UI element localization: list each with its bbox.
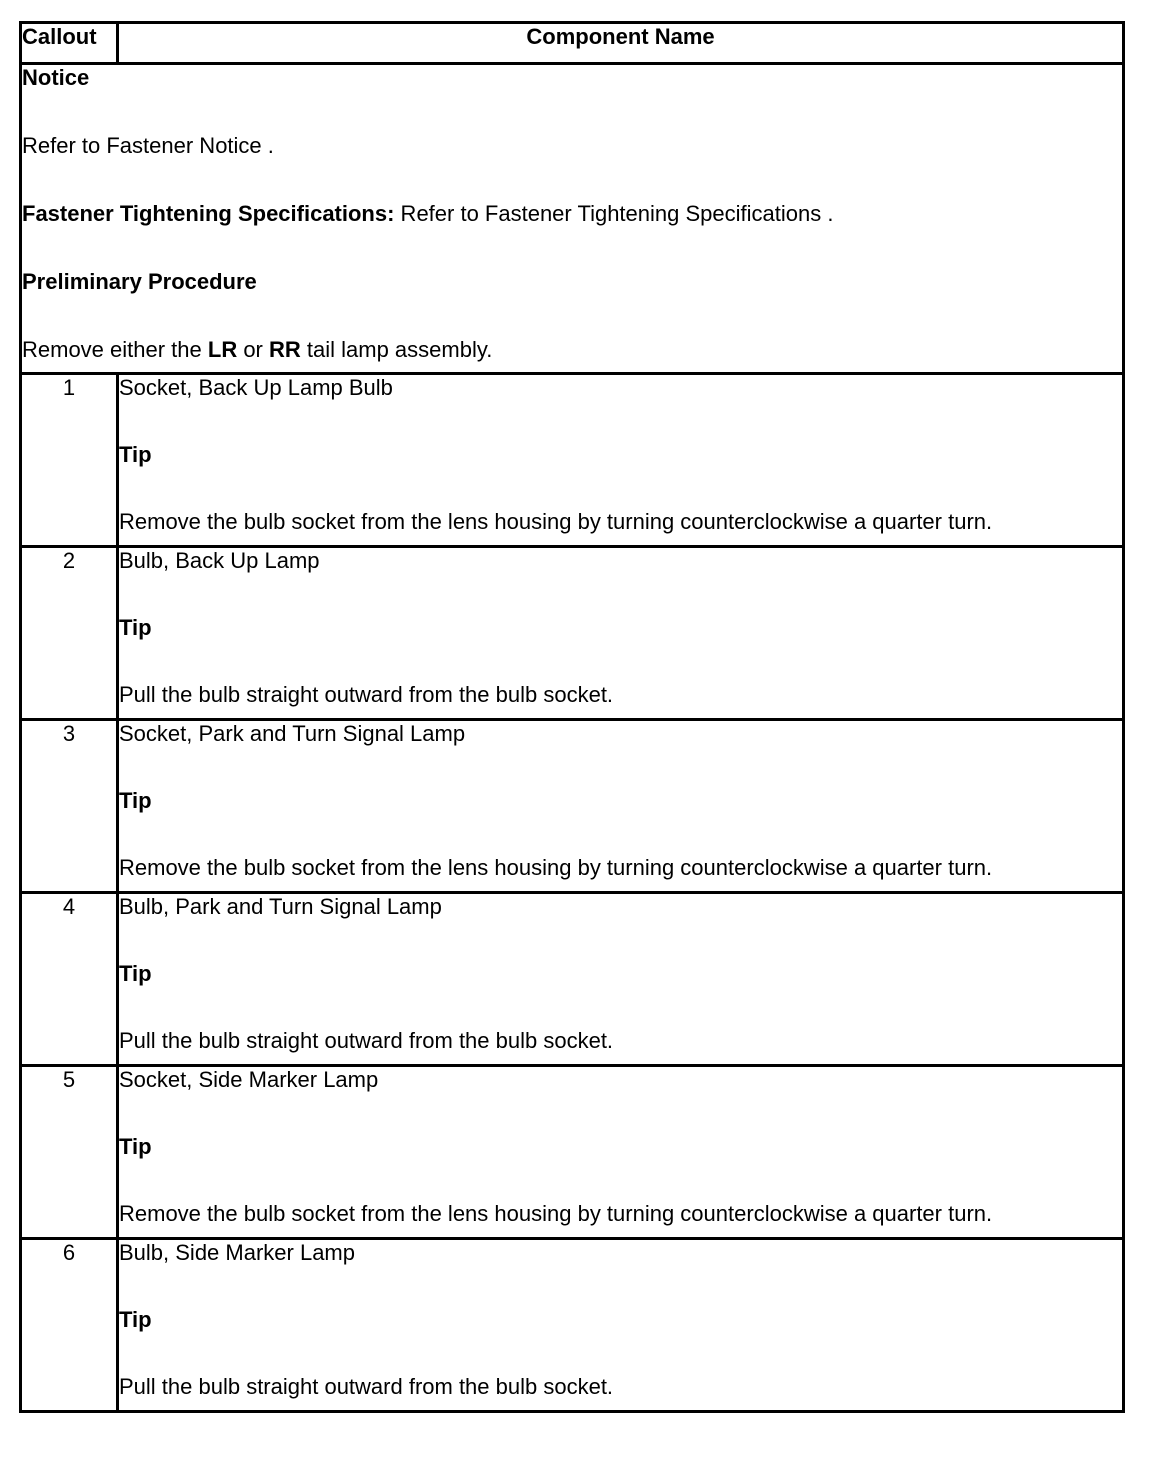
tip-text: Pull the bulb straight outward from the bulb socket. — [119, 682, 614, 707]
rr-label: RR — [269, 337, 301, 362]
table-row — [21, 1239, 1124, 1412]
table-row — [21, 547, 1124, 720]
tip-label: Tip — [119, 961, 152, 986]
table-header-row — [21, 23, 1124, 64]
procedure-table — [19, 21, 1125, 1413]
table-row — [21, 1066, 1124, 1239]
tip-text: Remove the bulb socket from the lens housing by turning counterclockwise a quarter turn. — [119, 509, 993, 534]
component-name: Socket, Back Up Lamp Bulb — [119, 375, 393, 400]
component-name: Bulb, Side Marker Lamp — [119, 1240, 355, 1265]
callout-column-header: Callout — [21, 23, 118, 64]
component-name: Socket, Side Marker Lamp — [119, 1067, 379, 1092]
tip-text: Remove the bulb socket from the lens housing by turning counterclockwise a quarter turn. — [119, 855, 993, 880]
preliminary-procedure-heading: Preliminary Procedure — [22, 269, 257, 294]
callout-number: 1 — [21, 374, 118, 547]
preliminary-procedure-text: Remove either the LR or RR tail lamp assembly. — [22, 337, 493, 362]
callout-number: 6 — [21, 1239, 118, 1412]
callout-number: 5 — [21, 1066, 118, 1239]
component-name: Socket, Park and Turn Signal Lamp — [119, 721, 466, 746]
notice-row — [21, 64, 1124, 374]
tip-label: Tip — [119, 1134, 152, 1159]
tip-text: Pull the bulb straight outward from the bulb socket. — [119, 1028, 614, 1053]
component-cell — [118, 1066, 1124, 1239]
notice-cell — [21, 64, 1124, 374]
table-row — [21, 893, 1124, 1066]
callout-number: 4 — [21, 893, 118, 1066]
fastener-notice-reference: Refer to Fastener Notice . — [22, 133, 274, 158]
fastener-spec-line — [22, 201, 1122, 227]
component-cell — [118, 547, 1124, 720]
fastener-spec-label: Fastener Tightening Specifications: — [22, 201, 395, 226]
callout-number: 2 — [21, 547, 118, 720]
component-cell — [118, 720, 1124, 893]
tip-label: Tip — [119, 615, 152, 640]
tip-label: Tip — [119, 1307, 152, 1332]
component-name-column-header: Component Name — [118, 23, 1124, 64]
component-cell — [118, 374, 1124, 547]
notice-heading: Notice — [22, 65, 90, 90]
fastener-spec-text: Refer to Fastener Tightening Specifications . — [394, 201, 834, 226]
tip-text: Remove the bulb socket from the lens housing by turning counterclockwise a quarter turn. — [119, 1201, 993, 1226]
callout-number: 3 — [21, 720, 118, 893]
table-row — [21, 720, 1124, 893]
component-name: Bulb, Park and Turn Signal Lamp — [119, 894, 442, 919]
component-name: Bulb, Back Up Lamp — [119, 548, 320, 573]
component-cell — [118, 893, 1124, 1066]
lr-label: LR — [207, 337, 238, 362]
tip-text: Pull the bulb straight outward from the bulb socket. — [119, 1374, 614, 1399]
table-row — [21, 374, 1124, 547]
component-cell — [118, 1239, 1124, 1412]
tip-label: Tip — [119, 442, 152, 467]
tip-label: Tip — [119, 788, 152, 813]
